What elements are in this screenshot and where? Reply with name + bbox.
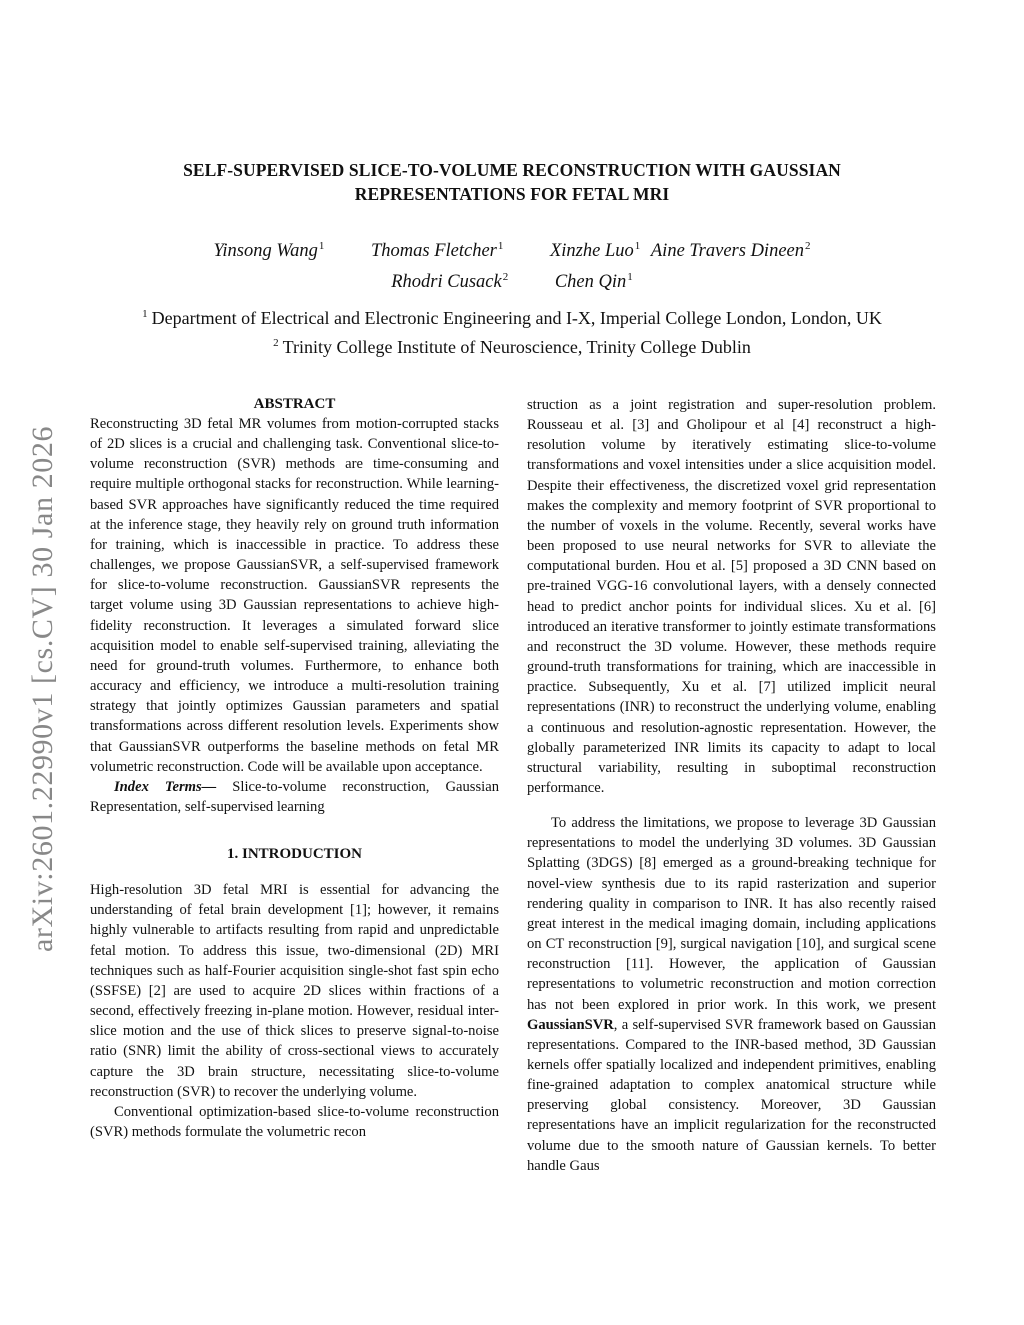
author: Chen Qin$^1$	[554, 271, 633, 292]
abstract-text: Reconstructing 3D fetal MR volumes from motion-corrupted stacks of 2D slices is a crucial and challenging task. Conventional slice-to-volume reconstruction (SVR) methods are time-consuming and require multiple orthogonal stacks for reconstruction. While learning-based SVR approaches have significantly reduced the time required at the inference stage, they heavily rely on ground truth information for training, which is inaccessible in practice. To address these challenges, we propose GaussianSVR, a self-supervised framework for slice-to-volume reconstruction. GaussianSVR represents the target volume using 3D Gaussian representations to achieve high-fidelity reconstruction. It leverages a simulated forward slice acquisition model to enable self-supervised training, alleviating the need for ground-truth volumes. Furthermore, to enhance both accuracy and efficiency, we introduce a multi-resolution training strategy that jointly optimizes Gaussian parameters and spatial transformations across different resolution levels. Experiments show that GaussianSVR outperforms the baseline methods on fetal MR volumetric reconstruction. Code will be available upon acceptance.	[90, 416, 499, 775]
title-line-1: SELF-SUPERVISED SLICE-TO-VOLUME RECONSTRUCTION WITH GAUSSIAN	[183, 160, 841, 180]
abstract-heading: ABSTRACT	[253, 396, 336, 412]
author: Yinsong Wang$^1$	[213, 240, 325, 261]
author: Thomas Fletcher$^1$	[370, 240, 504, 261]
intro-paragraph-2: Conventional optimization-based slice-to-volume reconstruction (SVR) methods formulate the volumetric recon	[90, 1103, 499, 1140]
paper-title	[100, 158, 924, 206]
affiliation-2: $^2$ Trinity College Institute of Neuroscience, Trinity College Dublin	[273, 337, 751, 357]
affiliations	[80, 302, 944, 360]
author: Aine Travers Dineen$^2$	[650, 240, 811, 261]
intro-paragraph-3: struction as a joint registration and super-resolution problem. Rousseau et al. [3] and Gholipour et al [4] reconstruct a high-resolution volume by iteratively estimating slice-to-volume transformations and voxel intensities under a slice acquisition model. Despite their effectiveness, the discretized voxel grid representation makes the complexity and memory footprint of SVR proportional to the number of voxels in the volume. Recently, several works have been proposed to use neural networks for SVR to alleviate the computational burden. Hou et al. [5] proposed a 3D CNN based on pre-trained VGG-16 convolutional layers, with a densely connected head to predict anchor points for individual slices. Xu et al. [6] introduced an iterative transformer to jointly estimate transformations and reconstruct the 3D volume. However, these methods require ground-truth transformations for training, which are inaccessible in practice. Subsequently, Xu et al. [7] utilized implicit neural representations (INR) to reconstruct the underlying volume, enabling a continuous and resolution-agnostic representation. However, the globally parameterized INR limits its capacity to adapt to local structural variability, resulting in suboptimal reconstruction performance.	[527, 397, 936, 796]
index-terms-label: Index Terms—	[114, 778, 217, 795]
author-list	[100, 233, 924, 295]
right-column	[527, 395, 936, 1176]
intro-paragraph-4: To address the limitations, we propose to leverage 3D Gaussian representations to model the underlying 3D volumes. 3D Gaussian Splatting (3DGS) [8] emerged as a ground-breaking technique for novel-view synthesis due to its rapid rasterization and superior rendering quality in comparison to INR. It has also recently raised great interest in the medical imaging domain, including applications on CT reconstruction [9], surgical navigation [10], and surgical scene reconstruction [11]. However, the application of Gaussian representations to volumetric reconstruction and motion correction has not been explored in prior work. In this work, we present GaussianSVR, a self-supervised SVR framework based on Gaussian representations. Compared to the INR-based method, 3D Gaussian kernels offer spatially localized and independent primitives, enabling fine-grained adaptation to complex anatomical structure while preserving global consistency. Moreover, 3D Gaussian representations have an implicit regularization for the reconstructed volume due to the smooth nature of Gaussian kernels. To better handle Gaus	[527, 815, 936, 1174]
method-name: GaussianSVR	[527, 1016, 614, 1033]
index-terms: Index Terms— Slice-to-volume reconstruction, Gaussian Representation, self-supervised learning	[90, 778, 499, 815]
intro-paragraph-1: High-resolution 3D fetal MRI is essential for advancing the understanding of fetal brain development [1]; however, it remains highly vulnerable to artifacts resulting from rapid and unpredictable fetal motion. To address this issue, two-dimensional (2D) MRI techniques such as half-Fourier acquisition single-shot fast spin echo (SSFSE) [2] are used to acquire 2D slices within fractions of a second, effectively freezing in-plane motion. However, residual inter-slice motion and the use of thick slices to preserve signal-to-noise ratio (SNR) limit the ability of cross-sectional views to accurately capture the 3D brain structure, necessitating slice-to-volume reconstruction (SVR) to recover the underlying volume.	[90, 882, 499, 1100]
author: Xinzhe Luo$^1$	[549, 240, 641, 261]
affiliation-1: $^1$ Department of Electrical and Electronic Engineering and I-X, Imperial College London, London, UK	[142, 308, 882, 328]
intro-heading: 1. INTRODUCTION	[226, 846, 362, 863]
author: Rhodri Cusack$^2$	[391, 271, 509, 292]
arxiv-stamp: arXiv:2601.22990v1 [cs.CV] 30 Jan 2026	[26, 425, 59, 952]
title-line-2: REPRESENTATIONS FOR FETAL MRI	[354, 184, 670, 204]
left-column	[90, 394, 499, 1142]
